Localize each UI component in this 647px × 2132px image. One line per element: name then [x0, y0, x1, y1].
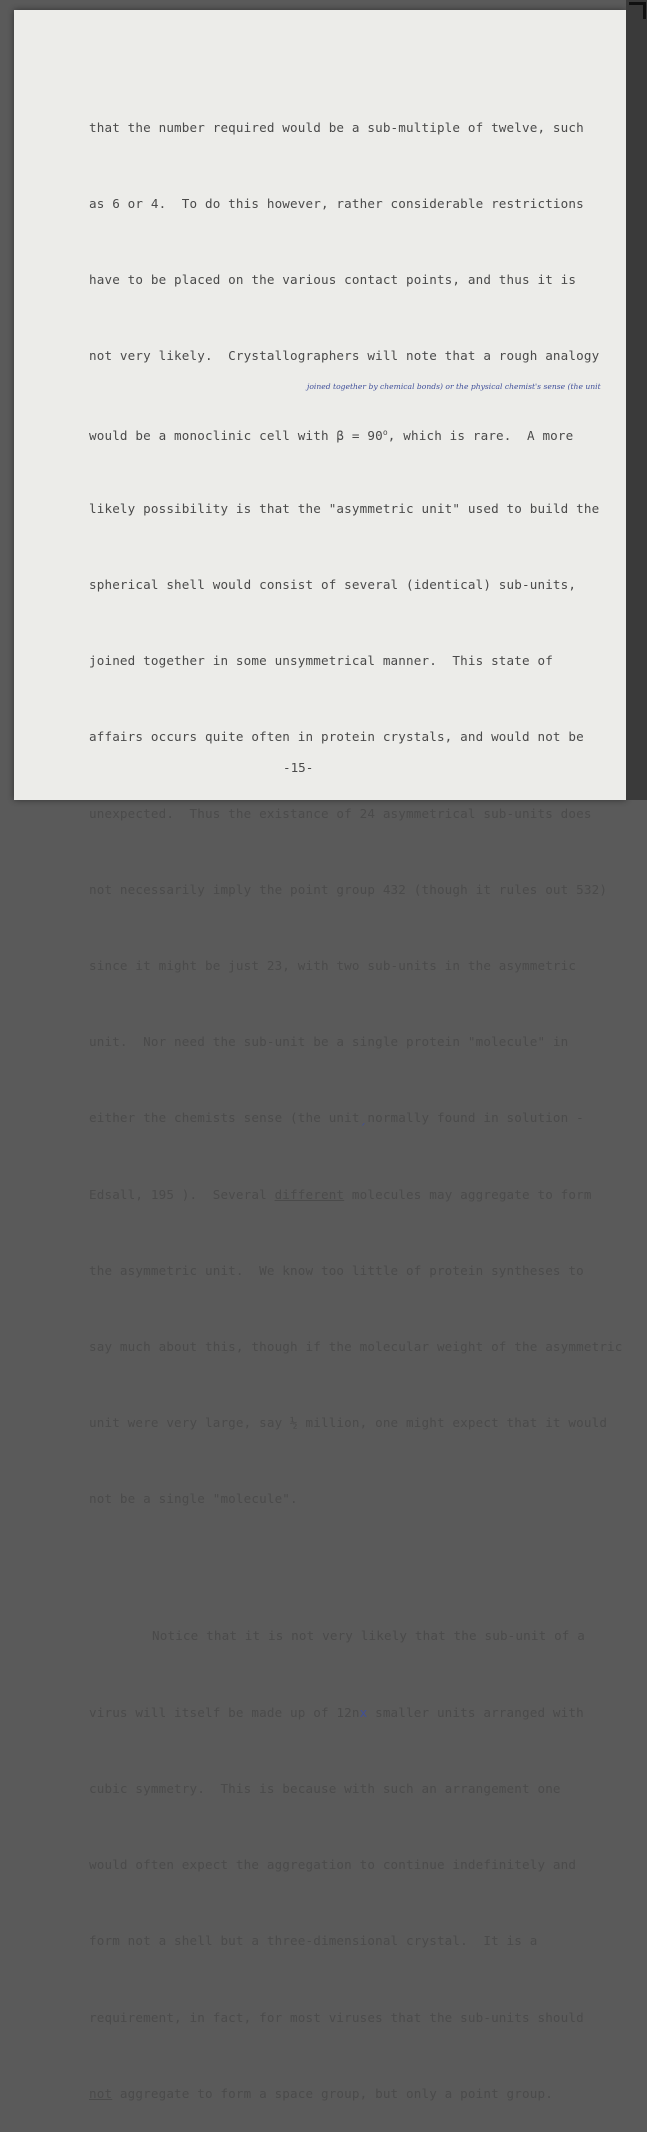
insertion-caret: ˏ: [359, 1110, 368, 1126]
text-line: not be a single "molecule".: [89, 1491, 298, 1507]
text-fragment: virus will itself be made up of 12n: [89, 1704, 360, 1720]
text-line: have to be placed on the various contact points, and thus it is: [89, 272, 577, 288]
text-line: form not a shell but a three-dimensional crystal. It is a: [89, 1933, 538, 1949]
text-line: affairs occurs quite often in protein crystals, and would not be: [89, 729, 584, 745]
text-line: as 6 or 4. To do this however, rather considerable restrictions: [89, 196, 584, 212]
text-line: cubic symmetry. This is because with such an arrangement one: [89, 1780, 561, 1796]
text-fragment: , which is rare. A more: [387, 427, 574, 443]
handwritten-annotation: joined together by chemical bonds) or the physical chemist's sense (the unit: [307, 382, 601, 391]
text-line: would often expect the aggregation to continue indefinitely and: [89, 1857, 577, 1873]
underlined-word: different: [274, 1186, 345, 1202]
handwritten-mark: x: [359, 1704, 368, 1720]
text-fragment: normally found in solution -: [367, 1110, 584, 1126]
paragraph-gap: [89, 1563, 609, 1573]
typed-text-body: [89, 64, 623, 2132]
text-line: not necessarily imply the point group 432 (though it rules out 532): [89, 881, 608, 897]
text-line: since it might be just 23, with two sub-units in the asymmetric: [89, 958, 577, 974]
text-line: spherical shell would consist of several (identical) sub-units,: [89, 577, 577, 593]
text-line: [89, 1182, 609, 1207]
text-line: unit were very large, say ½ million, one might expect that it would: [89, 1415, 608, 1431]
text-line: unexpected. Thus the existance of 24 asymmetrical sub-units does: [89, 805, 592, 821]
text-line: likely possibility is that the "asymmetric unit" used to build the: [89, 500, 600, 516]
underlined-word: not: [89, 2085, 113, 2101]
text-line: the asymmetric unit. We know too little of protein syntheses to: [89, 1262, 584, 1278]
text-line: Notice that it is not very likely that the sub-unit of a: [152, 1628, 585, 1644]
text-line: say much about this, though if the molecular weight of the asymmetric: [89, 1339, 623, 1355]
degree-superscript: o: [382, 427, 388, 437]
text-line: [89, 2081, 609, 2106]
text-line: joined together in some unsymmetrical manner. This state of: [89, 653, 553, 669]
text-line: [89, 1105, 609, 1130]
text-fragment: aggregate to form a space group, but only a point group.: [112, 2085, 553, 2101]
page-number: -15-: [283, 760, 314, 775]
text-line: requirement, in fact, for most viruses that the sub-units should: [89, 2009, 584, 2025]
crop-corner-mark: [629, 2, 646, 19]
text-line: that the number required would be a sub-multiple of twelve, such: [89, 119, 584, 135]
text-line: not very likely. Crystallographers will note that a rough analogy: [89, 348, 600, 364]
text-fragment: smaller units arranged with: [367, 1704, 584, 1720]
scan-edge: [626, 0, 647, 800]
text-fragment: molecules may aggregate to form: [344, 1186, 592, 1202]
text-fragment: Edsall, 195 ). Several: [89, 1186, 275, 1202]
text-fragment: either the chemists sense (the unit: [89, 1110, 360, 1126]
text-line: [89, 1700, 609, 1725]
text-line: unit. Nor need the sub-unit be a single protein "molecule" in: [89, 1034, 569, 1050]
text-fragment: would be a monoclinic cell with β = 90: [89, 427, 383, 443]
text-line: [89, 420, 609, 445]
